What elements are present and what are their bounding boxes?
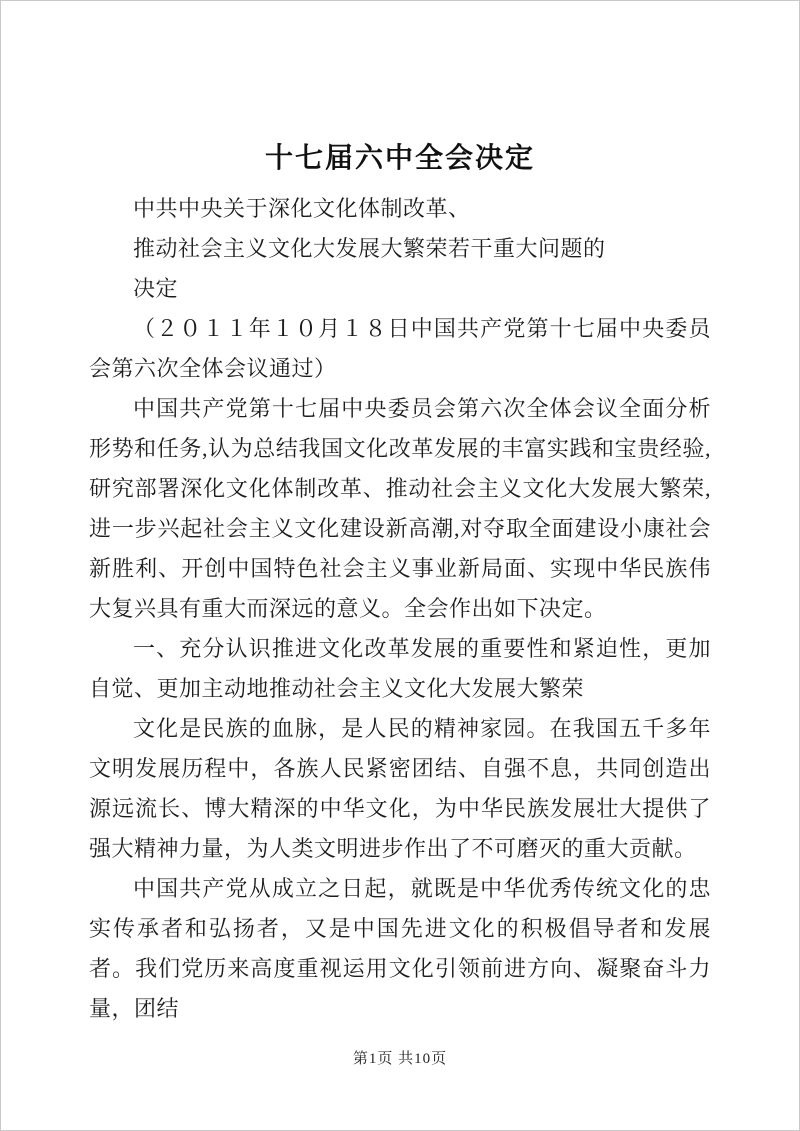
body-paragraph-1: 文化是民族的血脉，是人民的精神家园。在我国五千多年文明发展历程中，各族人民紧密团结、自强不息，共同创造出源远流长、博大精深的中华文化，为中华民族发展壮大提供了强大精神力量，为人类文明进步作出了不可磨灭的重大贡献。: [89, 716, 711, 861]
subtitle-line-1: 中共中央关于深化文化体制改革、: [133, 196, 471, 221]
document-title: 十七届六中全会决定: [264, 143, 535, 174]
intro-paragraph: 中国共产党第十七届中央委员会第六次全体会议全面分析形势和任务,认为总结我国文化改革发展的丰富实践和宝贵经验,研究部署深化文化体制改革、推动社会主义文化大发展大繁荣,进一步兴起社会主义文化建设新高潮,对夺取全面建设小康社会新胜利、开创中国特色社会主义事业新局面、实现中华民族伟大复兴具有重大而深远的意义。全会作出如下决定。: [89, 396, 711, 621]
section-heading-1: 一、充分认识推进文化改革发展的重要性和紧迫性，更加自觉、更加主动地推动社会主义文化大发展大繁荣: [89, 636, 711, 701]
subtitle-line-3: 决定: [133, 276, 179, 301]
page-number-footer: 第1页 共10页: [352, 1051, 448, 1067]
document-body: [89, 189, 711, 1029]
body-paragraph-2: 中国共产党从成立之日起，就既是中华优秀传统文化的忠实传承者和弘扬者，又是中国先进文化的积极倡导者和发展者。我们党历来高度重视运用文化引领前进方向、凝聚奋斗力量，团结: [89, 876, 711, 1021]
session-adoption-note: （２０１１年１０月１８日中国共产党第十七届中央委员会第六次全体会议通过）: [89, 316, 711, 381]
subtitle-line-2: 推动社会主义文化大发展大繁荣若干重大问题的: [133, 236, 606, 261]
